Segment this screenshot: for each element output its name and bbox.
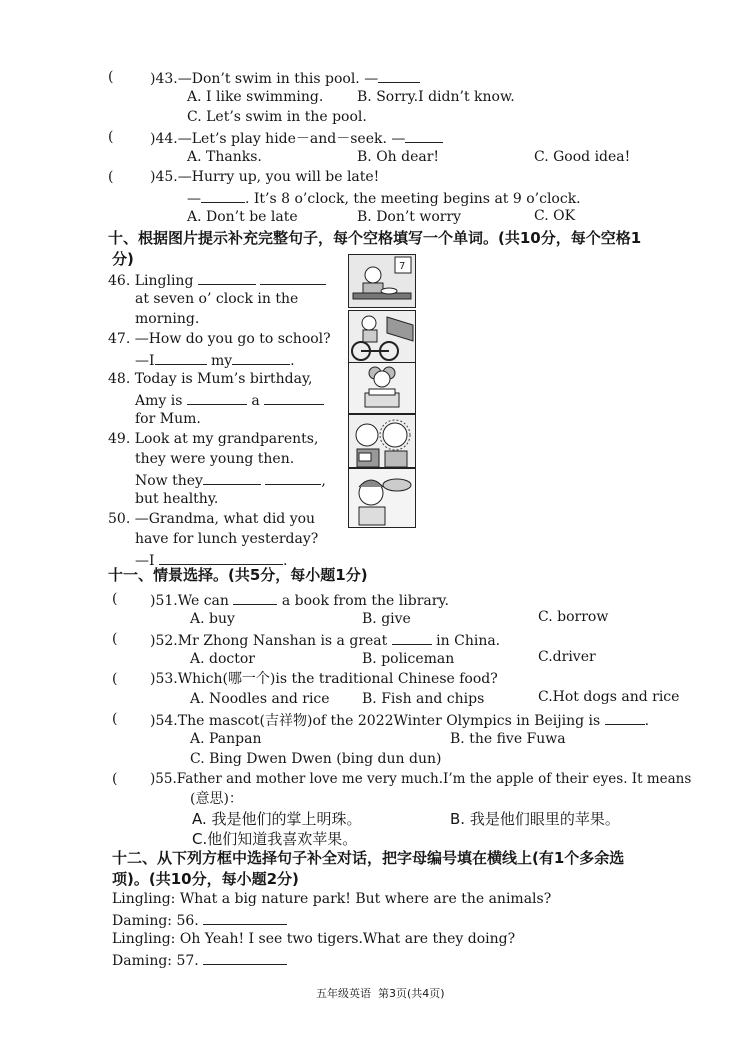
- q49-line2: they were young then.: [135, 451, 295, 467]
- q55-option-a: A. 我是他们的掌上明珠。: [192, 810, 362, 828]
- q46-line1: 46. Lingling: [108, 270, 326, 290]
- q48-line3: for Mum.: [135, 411, 201, 427]
- q55-paren[interactable]: (: [112, 771, 118, 787]
- q53-stem: )53.Which(哪一个)is the traditional Chinese food?: [150, 671, 498, 687]
- q51-paren[interactable]: (: [112, 591, 118, 607]
- q52-paren[interactable]: (: [112, 631, 118, 647]
- q46-blank-1[interactable]: [198, 270, 256, 285]
- q53-paren[interactable]: (: [112, 671, 118, 687]
- q46-line2: at seven o’ clock in the: [135, 291, 299, 307]
- q55-stem-line2: (意思)：: [190, 791, 243, 807]
- q54-paren[interactable]: (: [112, 711, 118, 727]
- section-12-title: 十二、从下列方框中选择句子补全对话，把字母编号填在横线上(有1个多余选: [112, 849, 625, 867]
- boy-eating-breakfast-picture: [348, 254, 416, 308]
- q43-option-a: A. I like swimming.: [187, 89, 324, 105]
- boy-riding-bike-picture: [348, 310, 416, 364]
- q43-paren[interactable]: (: [108, 69, 114, 85]
- q49-blank-1[interactable]: [203, 470, 261, 485]
- bike-illustration: [349, 311, 415, 363]
- q49-line4: but healthy.: [135, 491, 219, 507]
- q45-option-b: B. Don’t worry: [357, 209, 462, 225]
- q45-answer-blank[interactable]: [201, 188, 245, 203]
- page-footer: 五年级英语 第3页(共4页): [316, 987, 445, 1000]
- grandma-illustration: [349, 469, 415, 527]
- q47-line2: —I my .: [135, 350, 295, 370]
- q45-option-a: A. Don’t be late: [187, 209, 298, 225]
- q54-stem: )54.The mascot(吉祥物)of the 2022Winter Olympics in Beijing is .: [150, 710, 649, 730]
- q52-option-b: B. policeman: [362, 651, 455, 667]
- q56-blank[interactable]: [203, 910, 287, 925]
- q43-option-c: C. Let’s swim in the pool.: [187, 109, 367, 125]
- section-12-title-cont: 项)。(共10分，每小题2分): [112, 870, 299, 888]
- q55-option-c: C.他们知道我喜欢苹果。: [192, 830, 358, 848]
- q44-option-a: A. Thanks.: [187, 149, 262, 165]
- q54-option-a: A. Panpan: [190, 731, 262, 747]
- q53-option-c: C.Hot dogs and rice: [538, 689, 680, 705]
- q47-line1: 47. —How do you go to school?: [108, 331, 331, 347]
- q54-option-c: C. Bing Dwen Dwen (bing dun dun): [190, 751, 442, 767]
- q53-option-b: B. Fish and chips: [362, 691, 485, 707]
- q46-line3: morning.: [135, 311, 200, 327]
- q48-blank-2[interactable]: [264, 390, 324, 405]
- q49-line1: 49. Look at my grandparents,: [108, 431, 319, 447]
- dialog-line-4: Daming: 57.: [112, 950, 287, 970]
- q55-stem: )55.Father and mother love me very much.I’m the apple of their eyes. It means: [150, 771, 692, 787]
- q49-line3: Now they ,: [135, 470, 326, 490]
- q50-line1: 50. —Grandma, what did you: [108, 511, 316, 527]
- section-10-title: 十、根据图片提示补充完整句子，每个空格填写一个单词。(共10分，每个空格1: [108, 229, 642, 247]
- section-10-title-cont: 分): [112, 250, 134, 268]
- q52-option-a: A. doctor: [190, 651, 255, 667]
- q48-line2: Amy is a: [135, 390, 324, 410]
- q51-option-c: C. borrow: [538, 609, 609, 625]
- q45-option-c: C. OK: [534, 208, 576, 224]
- q57-blank[interactable]: [203, 950, 287, 965]
- q54-blank[interactable]: [605, 710, 645, 725]
- q51-option-b: B. give: [362, 611, 411, 627]
- q55-option-b: B. 我是他们眼里的苹果。: [450, 810, 620, 828]
- q51-option-a: A. buy: [190, 611, 235, 627]
- cake-illustration: [349, 363, 415, 413]
- q44-option-b: B. Oh dear!: [357, 149, 440, 165]
- q50-line3: —I .: [135, 550, 287, 570]
- girl-with-birthday-cake-picture: [348, 362, 416, 414]
- q45-stem: )45.—Hurry up, you will be late!: [150, 169, 380, 185]
- q47-blank-2[interactable]: [232, 350, 290, 365]
- q48-blank-1[interactable]: [187, 390, 247, 405]
- q44-option-c: C. Good idea!: [534, 149, 631, 165]
- q49-blank-2[interactable]: [265, 470, 321, 485]
- q44-paren[interactable]: (: [108, 129, 114, 145]
- dialog-line-1: Lingling: What a big nature park! But where are the animals?: [112, 891, 552, 907]
- grandparents-illustration: [349, 415, 415, 467]
- grandma-eating-picture: [348, 468, 416, 528]
- q52-blank[interactable]: [392, 630, 432, 645]
- q43-option-b: B. Sorry.I didn’t know.: [357, 89, 515, 105]
- q50-line2: have for lunch yesterday?: [135, 531, 319, 547]
- q51-blank[interactable]: [233, 590, 277, 605]
- q48-line1: 48. Today is Mum’s birthday,: [108, 371, 313, 387]
- q43-stem: )43.—Don’t swim in this pool. —: [150, 68, 420, 88]
- q45-stem-line2: — . It’s 8 o’clock, the meeting begins at 9 o’clock.: [187, 188, 581, 208]
- q44-answer-blank[interactable]: [405, 128, 443, 143]
- breakfast-illustration: [349, 255, 415, 307]
- q45-paren[interactable]: (: [108, 169, 114, 185]
- dialog-line-3: Lingling: Oh Yeah! I see two tigers.What are they doing?: [112, 931, 516, 947]
- q50-blank[interactable]: [159, 550, 283, 565]
- q54-option-b: B. the five Fuwa: [450, 731, 566, 747]
- q47-blank-1[interactable]: [155, 350, 207, 365]
- section-11-title: 十一、情景选择。(共5分，每小题1分): [108, 566, 368, 584]
- q52-stem: )52.Mr Zhong Nanshan is a great in China.: [150, 630, 500, 650]
- q51-stem: )51.We can a book from the library.: [150, 590, 449, 610]
- q53-option-a: A. Noodles and rice: [190, 691, 330, 707]
- q43-answer-blank[interactable]: [378, 68, 420, 83]
- q52-option-c: C.driver: [538, 649, 596, 665]
- q46-blank-2[interactable]: [260, 270, 326, 285]
- clock-number: 7: [399, 261, 406, 272]
- dialog-line-2: Daming: 56.: [112, 910, 287, 930]
- grandparents-picture: [348, 414, 416, 468]
- q44-stem: )44.—Let’s play hide－and－seek. —: [150, 128, 443, 148]
